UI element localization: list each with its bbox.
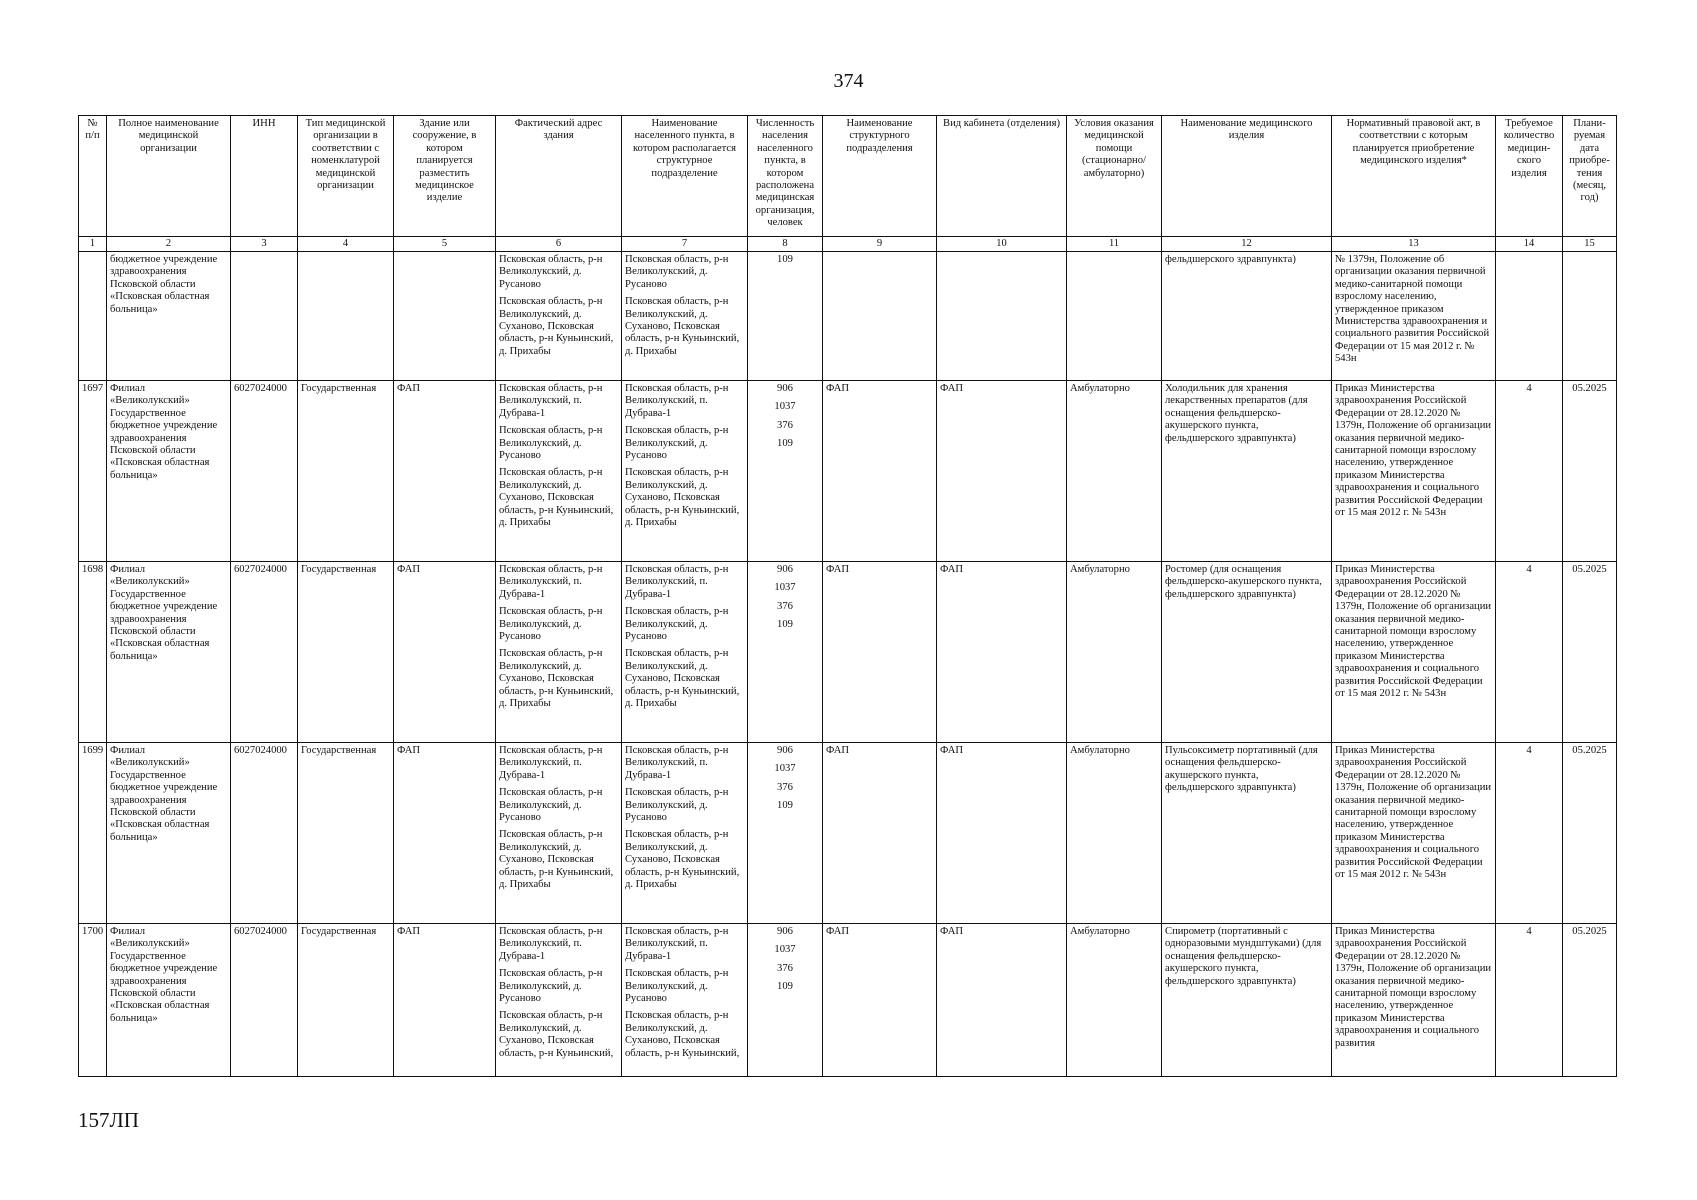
column-number: 15 (1563, 237, 1617, 252)
settlement-block: Псковская область, р-н Великолукский, п. Дубрава-1 (625, 745, 729, 781)
address-block: Псковская область, р-н Великолукский, д. Русаново (499, 254, 603, 290)
cell-act: № 1379н, Положение об организации оказания первичной медико-санитарной помощи взрослому населению, утвержденное приказом Министерства здравоохранения и социального развития Российской Федерации от 15 мая 2012 г. № 543н (1332, 252, 1496, 381)
cell-type: Государственная (298, 562, 394, 743)
column-number: 11 (1067, 237, 1162, 252)
address-block: Псковская область, р-н Великолукский, д. Суханово, Псковская область, р-н Куньинский, д. Прихабы (499, 296, 614, 357)
cell-address (496, 252, 622, 381)
cell-num: 1698 (79, 562, 107, 743)
cell-settlement (622, 924, 748, 1077)
cell-date: 05.2025 (1563, 743, 1617, 924)
column-number: 1 (79, 237, 107, 252)
cell-unit (823, 252, 937, 381)
population-value: 906 (777, 745, 793, 756)
cell-building: ФАП (394, 924, 496, 1077)
cell-device: Пульсоксиметр портативный (для оснащения фельдшерско-акушерского пункта, фельдшерского здравпункта) (1162, 743, 1332, 924)
column-number: 8 (748, 237, 823, 252)
cell-act: Приказ Министерства здравоохранения Российской Федерации от 28.12.2020 № 1379н, Положение об организации оказания первичной медико-санитарной помощи взрослому населению, утвержденное приказом Министерства здравоохранения и социального развития Российской Федерации от 15 мая 2012 г. № 543н (1332, 381, 1496, 562)
population-value: 1037 (774, 401, 796, 413)
settlement-block: Псковская область, р-н Великолукский, д. Суханово, Псковская область, р-н Куньинский, д. Прихабы (625, 467, 740, 529)
cell-date: 05.2025 (1563, 924, 1617, 1077)
column-number: 6 (496, 237, 622, 252)
equipment-table (78, 115, 1617, 1077)
cell-qty: 4 (1496, 743, 1563, 924)
cell-org: Филиал «Великолукский» Государственное бюджетное учреждение здравоохранения Псковской области «Псковская областная больница» (107, 562, 231, 743)
population-value: 906 (777, 564, 793, 575)
cell-date (1563, 252, 1617, 381)
population-value: 1037 (774, 763, 796, 775)
cell-type (298, 252, 394, 381)
address-block: Псковская область, р-н Великолукский, п. Дубрава-1 (499, 564, 603, 600)
address-block: Псковская область, р-н Великолукский, д. Русаново (499, 968, 603, 1005)
column-number: 12 (1162, 237, 1332, 252)
column-header: Наименование медицинского изделия (1162, 116, 1332, 237)
cell-inn: 6027024000 (231, 381, 298, 562)
cell-inn (231, 252, 298, 381)
population-value: 109 (777, 619, 793, 631)
cell-address (496, 381, 622, 562)
population-value: 906 (777, 926, 793, 937)
population-value: 906 (777, 383, 793, 394)
column-header: Полное наименование медицинской организации (107, 116, 231, 237)
address-block: Псковская область, р-н Великолукский, д. Суханово, Псковская область, р-н Куньинский, (499, 1010, 614, 1059)
address-block: Псковская область, р-н Великолукский, д. Суханово, Псковская область, р-н Куньинский, д. Прихабы (499, 648, 614, 710)
cell-conditions: Амбулаторно (1067, 924, 1162, 1077)
population-value: 376 (777, 781, 793, 793)
cell-unit: ФАП (823, 562, 937, 743)
settlement-block: Псковская область, р-н Великолукский, д. Суханово, Псковская область, р-н Куньинский, (625, 1010, 740, 1059)
column-number: 9 (823, 237, 937, 252)
cell-type: Государственная (298, 924, 394, 1077)
cell-unit: ФАП (823, 381, 937, 562)
address-block: Псковская область, р-н Великолукский, д. Русаново (499, 787, 603, 824)
cell-cabinet: ФАП (937, 743, 1067, 924)
header-row (79, 116, 1617, 237)
column-number: 5 (394, 237, 496, 252)
cell-inn: 6027024000 (231, 562, 298, 743)
settlement-block: Псковская область, р-н Великолукский, п. Дубрава-1 (625, 564, 729, 600)
cell-settlement (622, 562, 748, 743)
column-number: 14 (1496, 237, 1563, 252)
column-header: Наименование структурного подразделения (823, 116, 937, 237)
population-value: 1037 (774, 582, 796, 594)
cell-act: Приказ Министерства здравоохранения Российской Федерации от 28.12.2020 № 1379н, Положение об организации оказания первичной медико-санитарной помощи взрослому населению, утвержденное приказом Министерства здравоохранения и социального развития Российской Федерации от 15 мая 2012 г. № 543н (1332, 562, 1496, 743)
column-header: Наименование населенного пункта, в котором располагается структурное подразделение (622, 116, 748, 237)
settlement-block: Псковская область, р-н Великолукский, д. Русаново (625, 606, 729, 643)
cell-building: ФАП (394, 743, 496, 924)
cell-building: ФАП (394, 562, 496, 743)
cell-conditions: Амбулаторно (1067, 562, 1162, 743)
cell-conditions: Амбулаторно (1067, 743, 1162, 924)
column-number: 4 (298, 237, 394, 252)
settlement-block: Псковская область, р-н Великолукский, д. Русаново (625, 425, 729, 462)
cell-conditions: Амбулаторно (1067, 381, 1162, 562)
settlement-block: Псковская область, р-н Великолукский, д. Суханово, Псковская область, р-н Куньинский, д. Прихабы (625, 296, 740, 357)
column-header: Фактический адрес здания (496, 116, 622, 237)
cell-qty: 4 (1496, 924, 1563, 1077)
address-block: Псковская область, р-н Великолукский, д. Суханово, Псковская область, р-н Куньинский, д. Прихабы (499, 829, 614, 891)
cell-cabinet: ФАП (937, 562, 1067, 743)
cell-org: Филиал «Великолукский» Государственное бюджетное учреждение здравоохранения Псковской области «Псковская областная больница» (107, 743, 231, 924)
cell-settlement (622, 381, 748, 562)
cell-population (748, 743, 823, 924)
table-row (79, 743, 1617, 924)
cell-act: Приказ Министерства здравоохранения Российской Федерации от 28.12.2020 № 1379н, Положение об организации оказания первичной медико-санитарной помощи взрослому населению, утвержденное приказом Министерства здравоохранения и социального развития (1332, 924, 1496, 1077)
cell-date: 05.2025 (1563, 562, 1617, 743)
column-header: Тип медицинской организации в соответствии с номенклатурой медицинской организации (298, 116, 394, 237)
cell-device: Холодильник для хранения лекарственных препаратов (для оснащения фельдшерско-акушерского пункта, фельдшерского здравпункта) (1162, 381, 1332, 562)
column-header: Условия оказания медицинской помощи (стационарно/ амбулаторно) (1067, 116, 1162, 237)
column-number: 2 (107, 237, 231, 252)
address-block: Псковская область, р-н Великолукский, д. Русаново (499, 606, 603, 643)
settlement-block: Псковская область, р-н Великолукский, д. Суханово, Псковская область, р-н Куньинский, д. Прихабы (625, 648, 740, 710)
cell-org: Филиал «Великолукский» Государственное бюджетное учреждение здравоохранения Псковской области «Псковская областная больница» (107, 924, 231, 1077)
cell-address (496, 924, 622, 1077)
population-value: 376 (777, 600, 793, 612)
cell-device: фельдшерского здравпункта) (1162, 252, 1332, 381)
cell-qty: 4 (1496, 381, 1563, 562)
settlement-block: Псковская область, р-н Великолукский, д. Русаново (625, 254, 729, 290)
cell-num: 1700 (79, 924, 107, 1077)
settlement-block: Псковская область, р-н Великолукский, п. Дубрава-1 (625, 383, 729, 419)
cell-type: Государственная (298, 381, 394, 562)
cell-cabinet: ФАП (937, 924, 1067, 1077)
address-block: Псковская область, р-н Великолукский, п. Дубрава-1 (499, 383, 603, 419)
address-block: Псковская область, р-н Великолукский, д. Русаново (499, 425, 603, 462)
column-header: Требуемое количество медицин-ского изделия (1496, 116, 1563, 237)
table-row-continued (79, 252, 1617, 381)
settlement-block: Псковская область, р-н Великолукский, д. Суханово, Псковская область, р-н Куньинский, д. Прихабы (625, 829, 740, 891)
population-value: 109 (777, 800, 793, 812)
column-number: 3 (231, 237, 298, 252)
cell-org: Филиал «Великолукский» Государственное бюджетное учреждение здравоохранения Псковской области «Псковская областная больница» (107, 381, 231, 562)
address-block: Псковская область, р-н Великолукский, п. Дубрава-1 (499, 926, 603, 962)
cell-qty (1496, 252, 1563, 381)
column-header: Здание или сооружение, в котором планируется разместить медицинское изделие (394, 116, 496, 237)
cell-inn: 6027024000 (231, 743, 298, 924)
population-value: 1037 (774, 944, 796, 956)
column-number: 13 (1332, 237, 1496, 252)
column-header: Нормативный правовой акт, в соответствии с которым планируется приобретение медицинского изделия* (1332, 116, 1496, 237)
address-block: Псковская область, р-н Великолукский, п. Дубрава-1 (499, 745, 603, 781)
population-value: 109 (777, 438, 793, 450)
table-row (79, 924, 1617, 1077)
cell-conditions (1067, 252, 1162, 381)
cell-inn: 6027024000 (231, 924, 298, 1077)
cell-device: Ростомер (для оснащения фельдшерско-акушерского пункта, фельдшерского здравпункта) (1162, 562, 1332, 743)
cell-cabinet: ФАП (937, 381, 1067, 562)
cell-cabinet (937, 252, 1067, 381)
cell-device: Спирометр (портативный с одноразовыми мундштуками) (для оснащения фельдшерско-акушерского пункта, фельдшерского здравпункта) (1162, 924, 1332, 1077)
cell-type: Государственная (298, 743, 394, 924)
cell-num (79, 252, 107, 381)
cell-date: 05.2025 (1563, 381, 1617, 562)
cell-population (748, 381, 823, 562)
column-header: № п/п (79, 116, 107, 237)
cell-building (394, 252, 496, 381)
cell-population (748, 562, 823, 743)
table-row (79, 381, 1617, 562)
cell-address (496, 743, 622, 924)
column-number-row (79, 237, 1617, 252)
cell-act: Приказ Министерства здравоохранения Российской Федерации от 28.12.2020 № 1379н, Положение об организации оказания первичной медико-санитарной помощи взрослому населению, утвержденное приказом Министерства здравоохранения и социального развития Российской Федерации от 15 мая 2012 г. № 543н (1332, 743, 1496, 924)
column-header: Численность населения населенного пункта, в котором расположена медицинская организация, человек (748, 116, 823, 237)
cell-address (496, 562, 622, 743)
cell-org: бюджетное учреждение здравоохранения Псковской области «Псковская областная больница» (107, 252, 231, 381)
settlement-block: Псковская область, р-н Великолукский, п. Дубрава-1 (625, 926, 729, 962)
cell-unit: ФАП (823, 743, 937, 924)
column-header: ИНН (231, 116, 298, 237)
table-row (79, 562, 1617, 743)
page-number: 374 (833, 70, 864, 92)
population-value: 376 (777, 962, 793, 974)
population-value: 109 (777, 981, 793, 993)
column-number: 10 (937, 237, 1067, 252)
column-number: 7 (622, 237, 748, 252)
column-header: Плани-руемая дата приобре-тения (месяц, год) (1563, 116, 1617, 237)
population-value: 376 (777, 419, 793, 431)
settlement-block: Псковская область, р-н Великолукский, д. Русаново (625, 968, 729, 1005)
cell-building: ФАП (394, 381, 496, 562)
cell-population: 109 (748, 252, 823, 381)
cell-settlement (622, 743, 748, 924)
document-code: 157ЛП (78, 1108, 139, 1132)
cell-settlement (622, 252, 748, 381)
cell-num: 1699 (79, 743, 107, 924)
column-header: Вид кабинета (отделения) (937, 116, 1067, 237)
cell-population (748, 924, 823, 1077)
settlement-block: Псковская область, р-н Великолукский, д. Русаново (625, 787, 729, 824)
cell-num: 1697 (79, 381, 107, 562)
cell-qty: 4 (1496, 562, 1563, 743)
cell-unit: ФАП (823, 924, 937, 1077)
address-block: Псковская область, р-н Великолукский, д. Суханово, Псковская область, р-н Куньинский, д. Прихабы (499, 467, 614, 529)
